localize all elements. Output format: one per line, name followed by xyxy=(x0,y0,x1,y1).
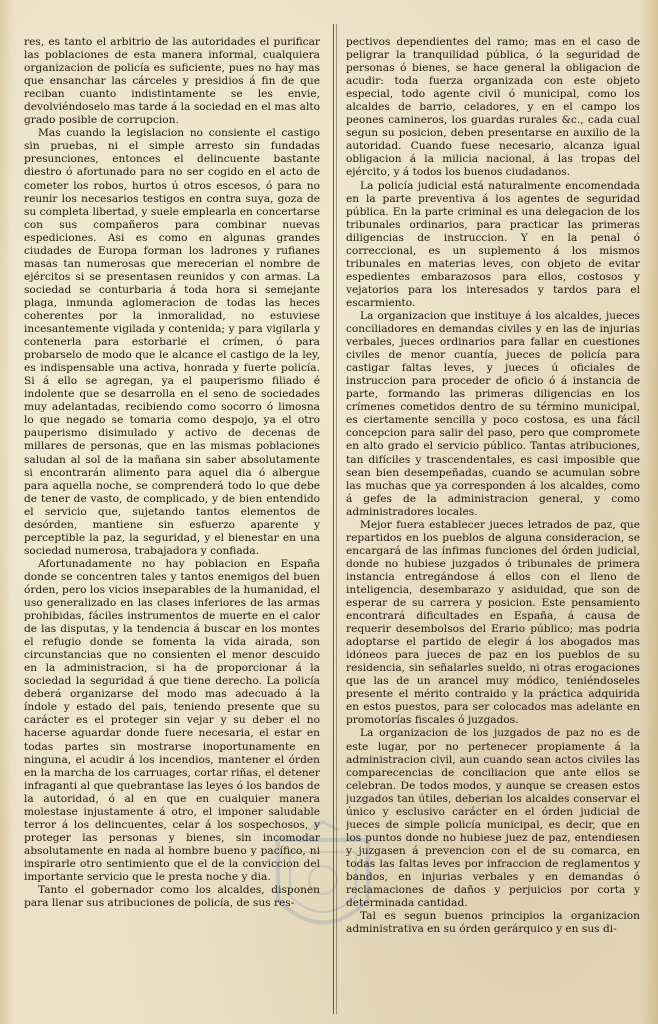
library-stamp-watermark xyxy=(268,820,378,950)
right-paragraph-2: La policía judicial está naturalmente encomendada en la parte preventiva á los agentes de seguridad pública. En la parte criminal es una delegacion de los tribunales ordinarios, para practicar las primeras diligencias de instruccion. Y en la penal ó correccional, es un suplemento á los mismos tribunales en materias leves, con objeto de evitar espedientes embarazosos para ellos, costosos y vejatorios para los interesados y tardos para el escarmiento. xyxy=(346,179,640,309)
right-paragraph-6: Tal es segun buenos principios la organizacion administrativa en su órden gerárquico y en sus di- xyxy=(346,910,640,936)
left-paragraph-3: Afortunadamente no hay poblacion en España donde se concentren tales y tantos enemigos del buen órden, pero los vicios inseparables de la humanidad, el uso generalizado en las clases inferiores de las armas prohibidas, fáciles instrumentos de muerte en el calor de las disputas, y la tendencia á buscar en los montes el refugio donde se fomenta la vida airada, son circunstancias que no consienten el menor descuido en la administracion, si ha de proporcionar á la sociedad la seguridad á que tiene derecho. La policía deberá organizarse del modo mas adecuado á la índole y estado del pais, teniendo presente que su carácter es el proteger sin vejar y su deber el no hacerse aguardar donde fuere necesaria, el estar en todas partes sin mostrarse inoportunamente en ninguna, el acudir á los incendios, mantener el órden en la marcha de los carruages, cortar riñas, el detener infraganti al que quebrantase las leyes ó los bandos de la autoridad, ó al en que en cualquier manera molestase injustamente á otro, el imponer saludable terror á los delincuentes, celar á los sospechosos, y proteger las personas y bienes, sin incomodar absolutamente en nada al hombre bueno y pacífico, ni inspirarle otro sentimiento que el de la conviccion del importante servicio que le presta noche y dia. xyxy=(24,557,320,883)
right-paragraph-3: La organizacion que instituye á los alcaldes, jueces conciliadores en demandas civiles y en las de injurias verbales, jueces ordinarios para fallar en cuestiones civiles de menor cuantía, jueces de policía para castigar faltas leves, y jueces ú oficiales de instruccion para proceder de oficio ó á instancia de parte, formando las primeras diligencias en los crímenes cometidos dentro de su término municipal, es ciertamente sencilla y poco costosa, es una fácil concepcion para salir del paso, pero que compromete en alto grado el servicio público. Tantas atribuciones, tan difíciles y trascendentales, es casi imposible que sean bien desempeñadas, cuando se acumulan sobre las muchas que ya corresponden á los alcaldes, como á gefes de la administracion general, y como administradores locales. xyxy=(346,309,640,518)
right-column xyxy=(346,36,640,1020)
right-paragraph-4: Mejor fuera establecer jueces letrados de paz, que repartidos en los pueblos de alguna consideracion, se encargará de las ínfimas funciones del órden judicial, donde no hubiese juzgados ó tribunales de primera instancia entregándose á ellos con el lleno de inteligencia, desembarazo y asiduidad, que son de esperar de su carrera y posicion. Este pensamiento encontrará dificultades en España, á causa de requerir desembolsos del Erario público; mas podria adoptarse el partido de elegir á los abogados mas idóneos para jueces de paz en los pueblos de su residencia, sin señalarles sueldo, ni otras erogaciones que las de un arancel muy módico, teniéndoseles presente el mérito contraido y la práctica adquirida en estos puestos, para ser colocados mas adelante en promotorías fiscales ó juzgados. xyxy=(346,518,640,727)
left-paragraph-4: Tanto el gobernador como los alcaldes, disponen para llenar sus atribuciones de policía, de sus res- xyxy=(24,884,320,910)
right-paragraph-5: La organizacion de los juzgados de paz no es de este lugar, por no pertenecer propiamente á la administracion civil, aun cuando sean actos civiles las comparecencias de conciliacion que ante ellos se celebran. De todos modos, y aunque se creasen estos juzgados tan útiles, deberian los alcaldes conservar el único y esclusivo carácter en el órden judicial de jueces de simple policía municipal, es decir, que en los puntos donde no hubiese juez de paz, entendiesen y juzgasen á prevencion con el de su comarca, en todas las faltas leves por infraccion de reglamentos y bandos, en injurias verbales y en demandas ó reclamaciones de daños y perjuicios por corta y determinada cantidad. xyxy=(346,727,640,910)
right-paragraph-1: pectivos dependientes del ramo; mas en el caso de peligrar la tranquilidad pública, ó la seguridad de personas ó bienes, se hace general la obligacion de acudir: toda fuerza organizada con este objeto especial, todo agente civil ó municipal, como los alcaldes de barrio, celadores, y en el campo los peones camineros, los guardas rurales &c., cada cual segun su posicion, deben presentarse en auxilio de la autoridad. Cuando fuese necesario, alcanza igual obligacion á la milicia nacional, á las tropas del ejército, y á todos los buenos ciudadanos. xyxy=(346,36,640,179)
left-paragraph-1: res, es tanto el arbitrio de las autoridades el purificar las poblaciones de esta manera informal, cualquiera organizacion de policía es suficiente, pues no hay mas que ensanchar las cárceles y presidios á fin de que reciban cuanto indistintamente se les envie, devolviéndoselo mas tarde á la sociedad en el mas alto grado posible de corrupcion. xyxy=(24,36,320,127)
left-paragraph-2: Mas cuando la legislacion no consiente el castigo sin pruebas, ni el simple arresto sin fundadas presunciones, entonces el delincuente bastante diestro ó afortunado para no ser cogido en el acto de cometer los robos, hurtos ú otros escesos, ó para no reunir los necesarios testigos en contra suya, goza de su completa libertad, y suele emplearla en concertarse con sus compañeros para combinar nuevas espediciones. Asi es como en algunas grandes ciudades de Europa forman los ladrones y rufianes masas tan numerosas que merecerian el nombre de ejércitos si se presentasen reunidos y con armas. La sociedad se conturbaria á toda hora si semejante plaga, inmunda aglomeracion de todas las heces coherentes por la inmoralidad, no estuviese incesantemente vigilada y contenida; y para vigilarla y contenerla para estorbarle el crímen, ó para probarselo de modo que le alcance el castigo de la ley, es indispensable una activa, honrada y fuerte policía. Si á ello se agregan, ya el pauperismo filiado é indolente que se desarrolla en el seno de sociedades muy adelantadas, recibiendo como socorro ó limosna lo que negado se tomaria como despojo, ya el otro pauperismo disimulado y activo de decenas de millares de personas, que en las mismas poblaciones saludan al sol de la mañana sin saber absolutamente si encontrarán alimento para aquel dia ó albergue para aquella noche, se comprenderá todo lo que debe de tener de vasto, de complicado, y de bien entendido el servicio que, sujetando tantos elementos de desórden, mantiene sin esfuerzo aparente y perceptible la paz, la seguridad, y el bienestar en una sociedad numerosa, trabajadora y confiada. xyxy=(24,127,320,557)
